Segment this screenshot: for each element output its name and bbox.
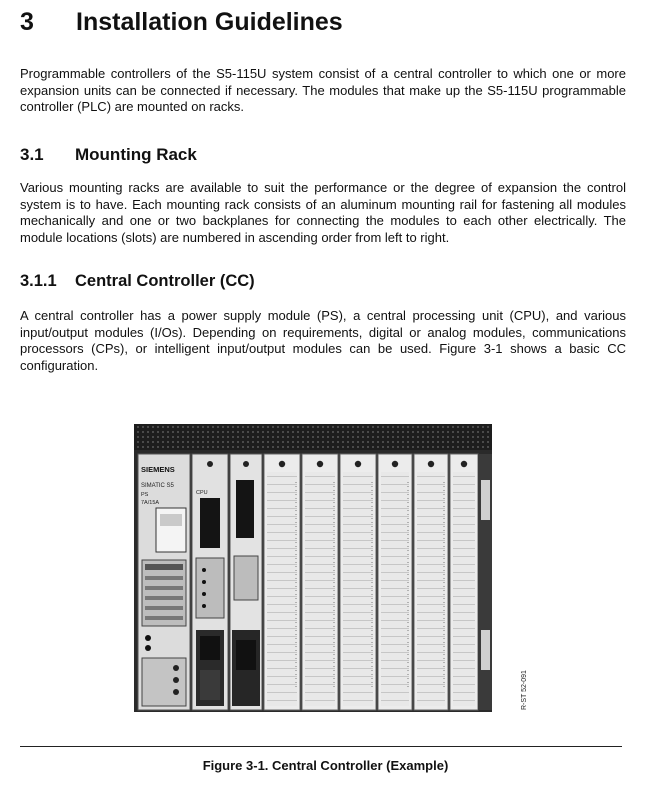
mounting-rack-paragraph: Various mounting racks are available to suit the performance or the degree of expansion the control system is to have. Each mounting rack consists of an aluminum mounting rail for fastening all modules mechanically and one or two backplanes for connecting the modules to each other electrically. The module locations (slots) are numbered in ascending order from left to right. (20, 180, 626, 245)
io-module-6 (450, 454, 478, 710)
ps-label: PS (141, 492, 149, 498)
interface-module (230, 454, 262, 710)
subsection-title: Mounting Rack (75, 145, 197, 164)
subsection-heading (20, 145, 197, 165)
intro-paragraph: Programmable controllers of the S5-115U system consist of a central controller to which one or more expansion units can be connected if necessary. The modules that make up the S5-115U programmable controller (PLC) are mounted on racks. (20, 66, 626, 114)
product-label: SIMATIC S5 (141, 483, 174, 489)
io-module-1 (264, 454, 300, 710)
io-module-3 (340, 454, 376, 710)
io-modules (264, 454, 478, 710)
power-supply-module (138, 454, 190, 710)
subsubsection-title: Central Controller (CC) (75, 272, 255, 290)
cpu-label: CPU (196, 490, 208, 496)
caption-divider (20, 746, 622, 747)
section-title: Installation Guidelines (76, 8, 343, 36)
io-module-5 (414, 454, 448, 710)
subsubsection-number: 3.1.1 (20, 272, 57, 290)
section-number: 3 (20, 8, 34, 36)
connector-module (478, 454, 492, 710)
central-controller-photo (126, 420, 528, 716)
side-code-label: R-ST 52-091 (521, 670, 528, 710)
figure-caption: Figure 3-1. Central Controller (Example) (202, 758, 449, 773)
section-heading (20, 8, 343, 37)
brand-label: SIEMENS (141, 465, 175, 474)
ps-model-label: 7A/15A (141, 500, 160, 506)
cpu-module (192, 454, 228, 710)
subsection-number: 3.1 (20, 145, 44, 164)
io-module-4 (378, 454, 412, 710)
central-controller-paragraph: A central controller has a power supply module (PS), a central processing unit (CPU), and various input/output modules (I/Os). Depending on requirements, digital or analog modules, communications processors (CPs), or intelligent input/output modules can be used. Figure 3-1 shows a basic CC configuration. (20, 308, 626, 373)
subsubsection-heading (20, 272, 255, 291)
rack-top-vent (134, 424, 492, 452)
io-module-2 (302, 454, 338, 710)
